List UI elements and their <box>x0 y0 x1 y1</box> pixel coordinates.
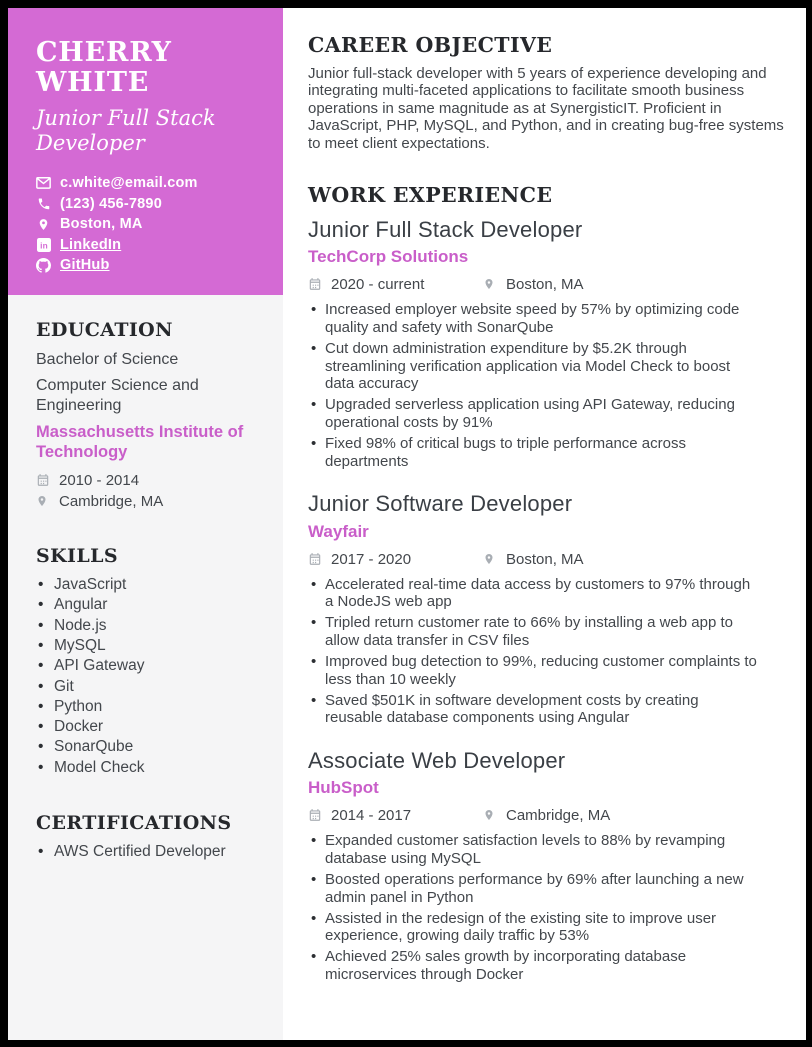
job-location <box>483 274 584 295</box>
skill-item: • SonarQube <box>36 737 263 757</box>
candidate-name: CHERRY WHITE <box>36 37 172 98</box>
job-company: TechCorp Solutions <box>308 247 469 267</box>
job-location-text: Cambridge, MA <box>506 807 611 825</box>
job-location-text: Boston, MA <box>506 276 584 294</box>
contact-list <box>36 173 259 276</box>
skill-item: • JavaScript <box>36 575 263 595</box>
skill-item: • Model Check <box>36 758 263 778</box>
github-icon <box>36 258 51 273</box>
job-entry <box>308 491 790 727</box>
job-meta <box>308 549 790 570</box>
certification-item: • AWS Certified Developer <box>36 842 263 862</box>
candidate-job-title: Junior Full Stack Developer <box>36 106 216 156</box>
envelope-icon <box>36 176 51 191</box>
job-bullets <box>308 576 790 727</box>
job-dates <box>308 549 483 570</box>
job-bullet: • Assisted in the redesign of the existing site to improve user experience, growing daily traffic by 53% <box>308 910 790 945</box>
skills-section <box>8 545 283 778</box>
location-pin-icon <box>483 552 498 567</box>
certifications-list <box>36 842 263 862</box>
education-degree: Bachelor of Science <box>36 351 179 369</box>
work-experience-section <box>308 183 790 984</box>
job-bullet: • Boosted operations performance by 69% after launching a new admin panel in Python <box>308 871 790 906</box>
location-pin-icon <box>36 494 51 509</box>
job-bullet: • Upgraded serverless application using API Gateway, reducing operational costs by 91% <box>308 396 790 431</box>
career-objective-section <box>308 33 790 152</box>
career-objective-heading: CAREER OBJECTIVE <box>308 33 553 57</box>
job-bullets <box>308 301 790 470</box>
job-location <box>483 549 584 570</box>
location-pin-icon <box>483 808 498 823</box>
job-bullet: • Expanded customer satisfaction levels to 88% by revamping database using MySQL <box>308 832 790 867</box>
location-pin-icon <box>483 277 498 292</box>
resume-header <box>8 8 283 295</box>
skill-item: • Python <box>36 697 263 717</box>
contact-email <box>36 173 259 194</box>
career-objective-text: Junior full-stack developer with 5 years of experience developing and integrating multi-faceted applications to facilitate smooth business operations in same magnitude as at SynergisticIT. Proficient in JavaScript, PHP, MySQL, and Python, and in creating bug-free systems to meet client expectations. <box>308 65 784 152</box>
contact-phone <box>36 193 259 214</box>
github-link[interactable] <box>36 257 110 273</box>
education-field: Computer Science and Engineering <box>36 376 199 415</box>
job-title: Junior Software Developer <box>308 491 573 517</box>
job-bullet: • Accelerated real-time data access by customers to 97% through a NodeJS web app <box>308 576 790 611</box>
job-bullet: • Tripled return customer rate to 66% by installing a web app to allow data transfer in CSV files <box>308 614 790 649</box>
skill-item: • Docker <box>36 717 263 737</box>
skills-heading: SKILLS <box>36 545 118 568</box>
job-dates-text: 2014 - 2017 <box>331 807 412 825</box>
linkedin-link[interactable] <box>36 237 121 253</box>
job-bullet: • Improved bug detection to 99%, reducing customer complaints to less than 10 weekly <box>308 653 790 688</box>
job-entry <box>308 217 790 470</box>
job-title: Junior Full Stack Developer <box>308 217 583 243</box>
contact-email-text: c.white@email.com <box>60 175 198 192</box>
calendar-icon <box>308 808 323 823</box>
calendar-icon <box>308 277 323 292</box>
job-title: Associate Web Developer <box>308 747 566 773</box>
skills-list <box>36 575 263 778</box>
contact-phone-text: (123) 456-7890 <box>60 195 162 212</box>
calendar-icon <box>308 552 323 567</box>
job-dates <box>308 274 483 295</box>
job-company: HubSpot <box>308 778 379 798</box>
certifications-heading: CERTIFICATIONS <box>36 812 232 835</box>
main-column <box>283 8 806 1040</box>
contact-github-text: GitHub <box>60 257 110 274</box>
education-location-text: Cambridge, MA <box>59 493 164 511</box>
sidebar <box>8 8 283 1040</box>
skill-item: • MySQL <box>36 636 263 656</box>
work-experience-heading: WORK EXPERIENCE <box>308 183 553 208</box>
job-company: Wayfair <box>308 521 369 541</box>
skill-item: • Node.js <box>36 616 263 636</box>
education-dates <box>36 470 263 491</box>
job-meta <box>308 805 790 826</box>
education-school: Massachusetts Institute of Technology <box>36 422 244 462</box>
education-section <box>8 319 283 512</box>
job-bullet: • Cut down administration expenditure by $5.2K through streamlining verification application via Model Check to boost data accuracy <box>308 340 790 393</box>
skill-item: • API Gateway <box>36 656 263 676</box>
calendar-icon <box>36 473 51 488</box>
education-dates-text: 2010 - 2014 <box>59 472 140 490</box>
job-bullet: • Saved $501K in software development costs by creating reusable database components using Angular <box>308 692 790 727</box>
contact-linkedin-text: LinkedIn <box>60 236 122 253</box>
job-dates <box>308 805 483 826</box>
skill-item: • Angular <box>36 595 263 615</box>
svg-text:in: in <box>39 240 48 251</box>
location-pin-icon <box>36 217 51 232</box>
job-dates-text: 2017 - 2020 <box>331 550 412 568</box>
job-bullet: • Fixed 98% of critical bugs to triple performance across departments <box>308 435 790 470</box>
education-location <box>36 491 263 512</box>
contact-github <box>36 255 259 276</box>
job-bullet: • Increased employer website speed by 57% by optimizing code quality and safety with SonarQube <box>308 301 790 336</box>
education-heading: EDUCATION <box>36 319 173 342</box>
job-meta <box>308 274 790 295</box>
job-location-text: Boston, MA <box>506 550 584 568</box>
job-location <box>483 805 610 826</box>
certifications-section <box>8 812 283 862</box>
contact-linkedin <box>36 234 259 255</box>
contact-location-text: Boston, MA <box>60 216 143 233</box>
job-entry <box>308 748 790 984</box>
resume-page <box>8 8 806 1040</box>
linkedin-icon <box>36 237 51 252</box>
contact-location <box>36 214 259 235</box>
job-dates-text: 2020 - current <box>331 276 425 294</box>
skill-item: • Git <box>36 677 263 697</box>
job-bullets <box>308 832 790 983</box>
phone-icon <box>36 196 51 211</box>
job-bullet: • Achieved 25% sales growth by incorporating database microservices through Docker <box>308 948 790 983</box>
